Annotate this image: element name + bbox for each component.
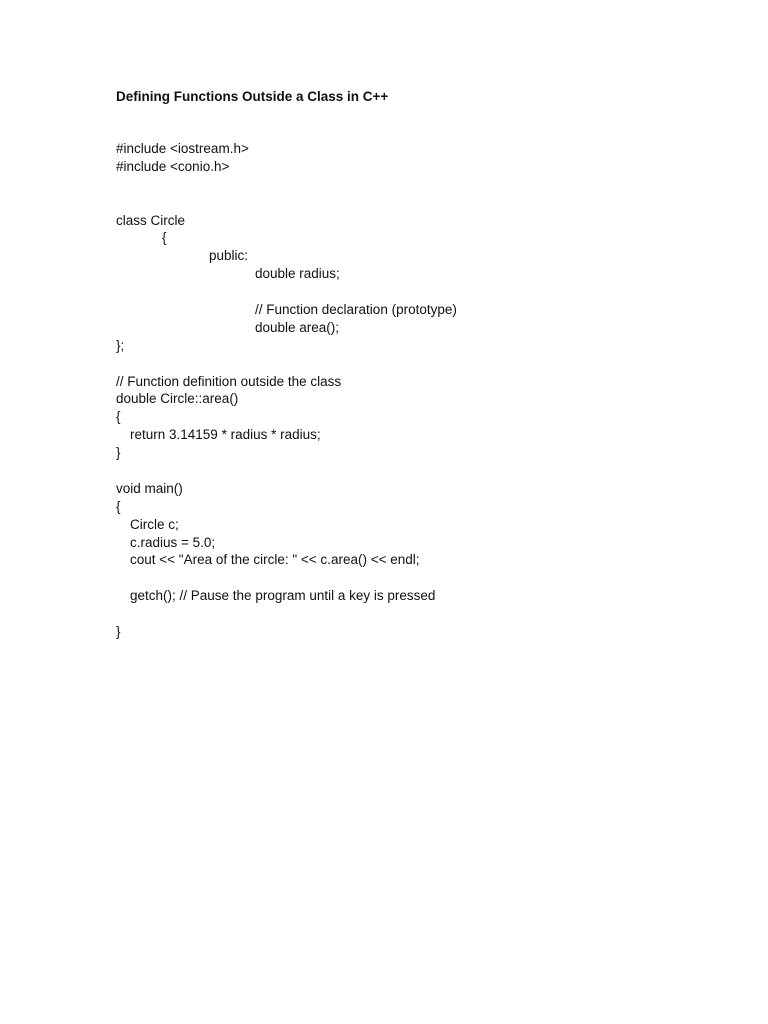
code-line: public:: [209, 248, 249, 264]
code-line: [116, 283, 457, 301]
code-line: [116, 462, 457, 480]
code-line: double area();: [255, 319, 340, 335]
code-line: #include <conio.h>: [116, 158, 230, 174]
code-line: [116, 605, 457, 623]
code-line: #include <iostream.h>: [116, 141, 249, 156]
code-line: cout << "Area of the circle: " << c.area() << endl;: [130, 552, 420, 568]
code-line: class Circle: [116, 212, 186, 228]
code-line: {: [162, 230, 167, 246]
code-listing: [116, 140, 457, 641]
code-line: {: [116, 409, 121, 425]
code-line: getch(); // Pause the program until a key is pressed: [130, 588, 436, 604]
code-line: {: [116, 498, 121, 514]
code-line: }: [116, 445, 121, 461]
code-line: double Circle::area(): [116, 391, 239, 407]
code-line: [116, 176, 457, 194]
code-line: return 3.14159 * radius * radius;: [130, 427, 321, 443]
code-line: double radius;: [255, 266, 340, 282]
code-line: };: [116, 337, 125, 353]
document-title: Defining Functions Outside a Class in C++: [116, 89, 389, 104]
code-line: }: [116, 624, 121, 640]
code-line: c.radius = 5.0;: [130, 534, 216, 550]
code-line: [116, 569, 457, 587]
code-line: Circle c;: [130, 516, 179, 532]
code-line: void main(): [116, 480, 183, 496]
code-line: [116, 355, 457, 373]
code-line: [116, 194, 457, 212]
code-line: // Function declaration (prototype): [255, 302, 457, 318]
code-line: // Function definition outside the class: [116, 373, 342, 389]
